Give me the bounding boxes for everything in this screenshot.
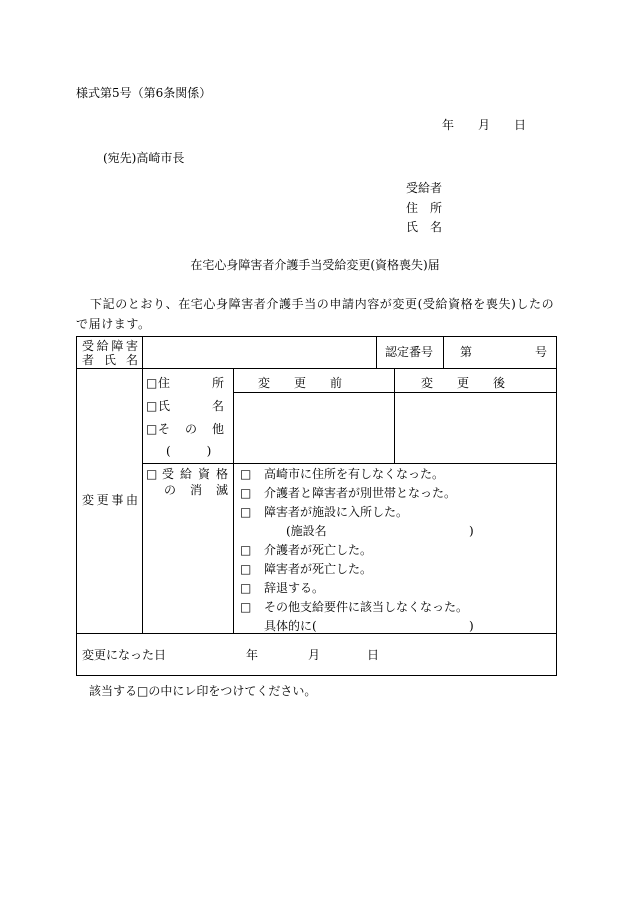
option-loss-eligibility[interactable]: □ 受給資格 [146,467,228,481]
checkbox-reason-4[interactable]: □ [240,543,252,557]
reason-item[interactable]: □ 辞退する。 [240,581,325,595]
recipient-name-label: 氏 名 [406,220,443,234]
cert-number-go: 号 [535,345,548,359]
option-address[interactable]: □住 所 [146,376,224,390]
reason-item[interactable]: □ 高崎市に住所を有しなくなった。 [240,467,445,481]
change-form-table [76,336,557,676]
date-month: 月 [478,118,491,132]
changed-date-month: 月 [308,648,321,662]
checkbox-address[interactable]: □ [146,376,158,390]
date-year: 年 [442,118,455,132]
facility-name-field[interactable] [350,522,466,538]
reason-item[interactable]: □ 障害者が施設に入所した。 [240,505,409,519]
recipient-name-label-line1: 受給障害 [82,339,138,353]
facility-close: ) [469,524,474,538]
changed-date-year: 年 [246,648,259,662]
facility-name-label: (施設名 [286,524,327,538]
reason-item[interactable]: □ 介護者が死亡した。 [240,543,373,557]
before-change-field[interactable] [236,395,392,461]
date-line [442,118,526,132]
date-day: 日 [514,118,527,132]
option-name[interactable]: □氏 名 [146,399,224,413]
recipient-name-field[interactable] [145,338,374,366]
reason-item[interactable]: □ 介護者と障害者が別世帯となった。 [240,486,457,500]
option-other[interactable]: □そ の 他 [146,422,224,436]
checkbox-reason-7[interactable]: □ [240,600,252,614]
changed-date-day: 日 [367,648,380,662]
checkbox-name[interactable]: □ [146,399,158,413]
cert-number-field[interactable] [474,338,530,366]
cert-number-dai: 第 [460,345,473,359]
changed-date-label: 変更になった日 [82,648,167,662]
document-title: 在宅心身障害者介護手当受給変更(資格喪失)届 [190,258,440,272]
reason-item[interactable]: □ その他支給要件に該当しなくなった。 [240,600,469,614]
reason-item[interactable]: □ 障害者が死亡した。 [240,562,373,576]
specific-label: 具体的に( [264,619,317,633]
after-change-label: 変 更 後 [421,376,506,390]
footnote: 該当する□の中にレ印をつけてください。 [89,684,317,698]
recipient-address-label: 住 所 [406,201,443,215]
change-reason-label: 変更事由 [82,493,138,507]
cert-number-label: 認定番号 [385,345,434,359]
specific-close: ) [469,619,474,633]
specific-field[interactable] [322,617,466,633]
checkbox-reason-5[interactable]: □ [240,562,252,576]
checkbox-reason-6[interactable]: □ [240,581,252,595]
checkbox-loss-eligibility[interactable]: □ [146,467,158,481]
changed-date-field[interactable] [186,638,486,670]
option-other-paren: ( ) [166,444,212,458]
recipient-name-label-line2: 者氏名 [82,353,138,367]
checkbox-reason-1[interactable]: □ [240,467,252,481]
after-change-field[interactable] [397,395,554,461]
checkbox-other[interactable]: □ [146,422,158,436]
intro-text: 下記のとおり、在宅心身障害者介護手当の申請内容が変更(受給資格を喪失)したので届けます。 [76,297,555,331]
checkbox-reason-2[interactable]: □ [240,486,252,500]
checkbox-reason-3[interactable]: □ [240,505,252,519]
form-number: 様式第5号（第6条関係） [76,86,212,100]
before-change-label: 変 更 前 [258,376,343,390]
addressee: (宛先)高崎市長 [103,151,185,165]
loss-eligibility-label-line2: の 消 滅 [164,483,228,497]
recipient-label: 受給者 [406,181,443,195]
